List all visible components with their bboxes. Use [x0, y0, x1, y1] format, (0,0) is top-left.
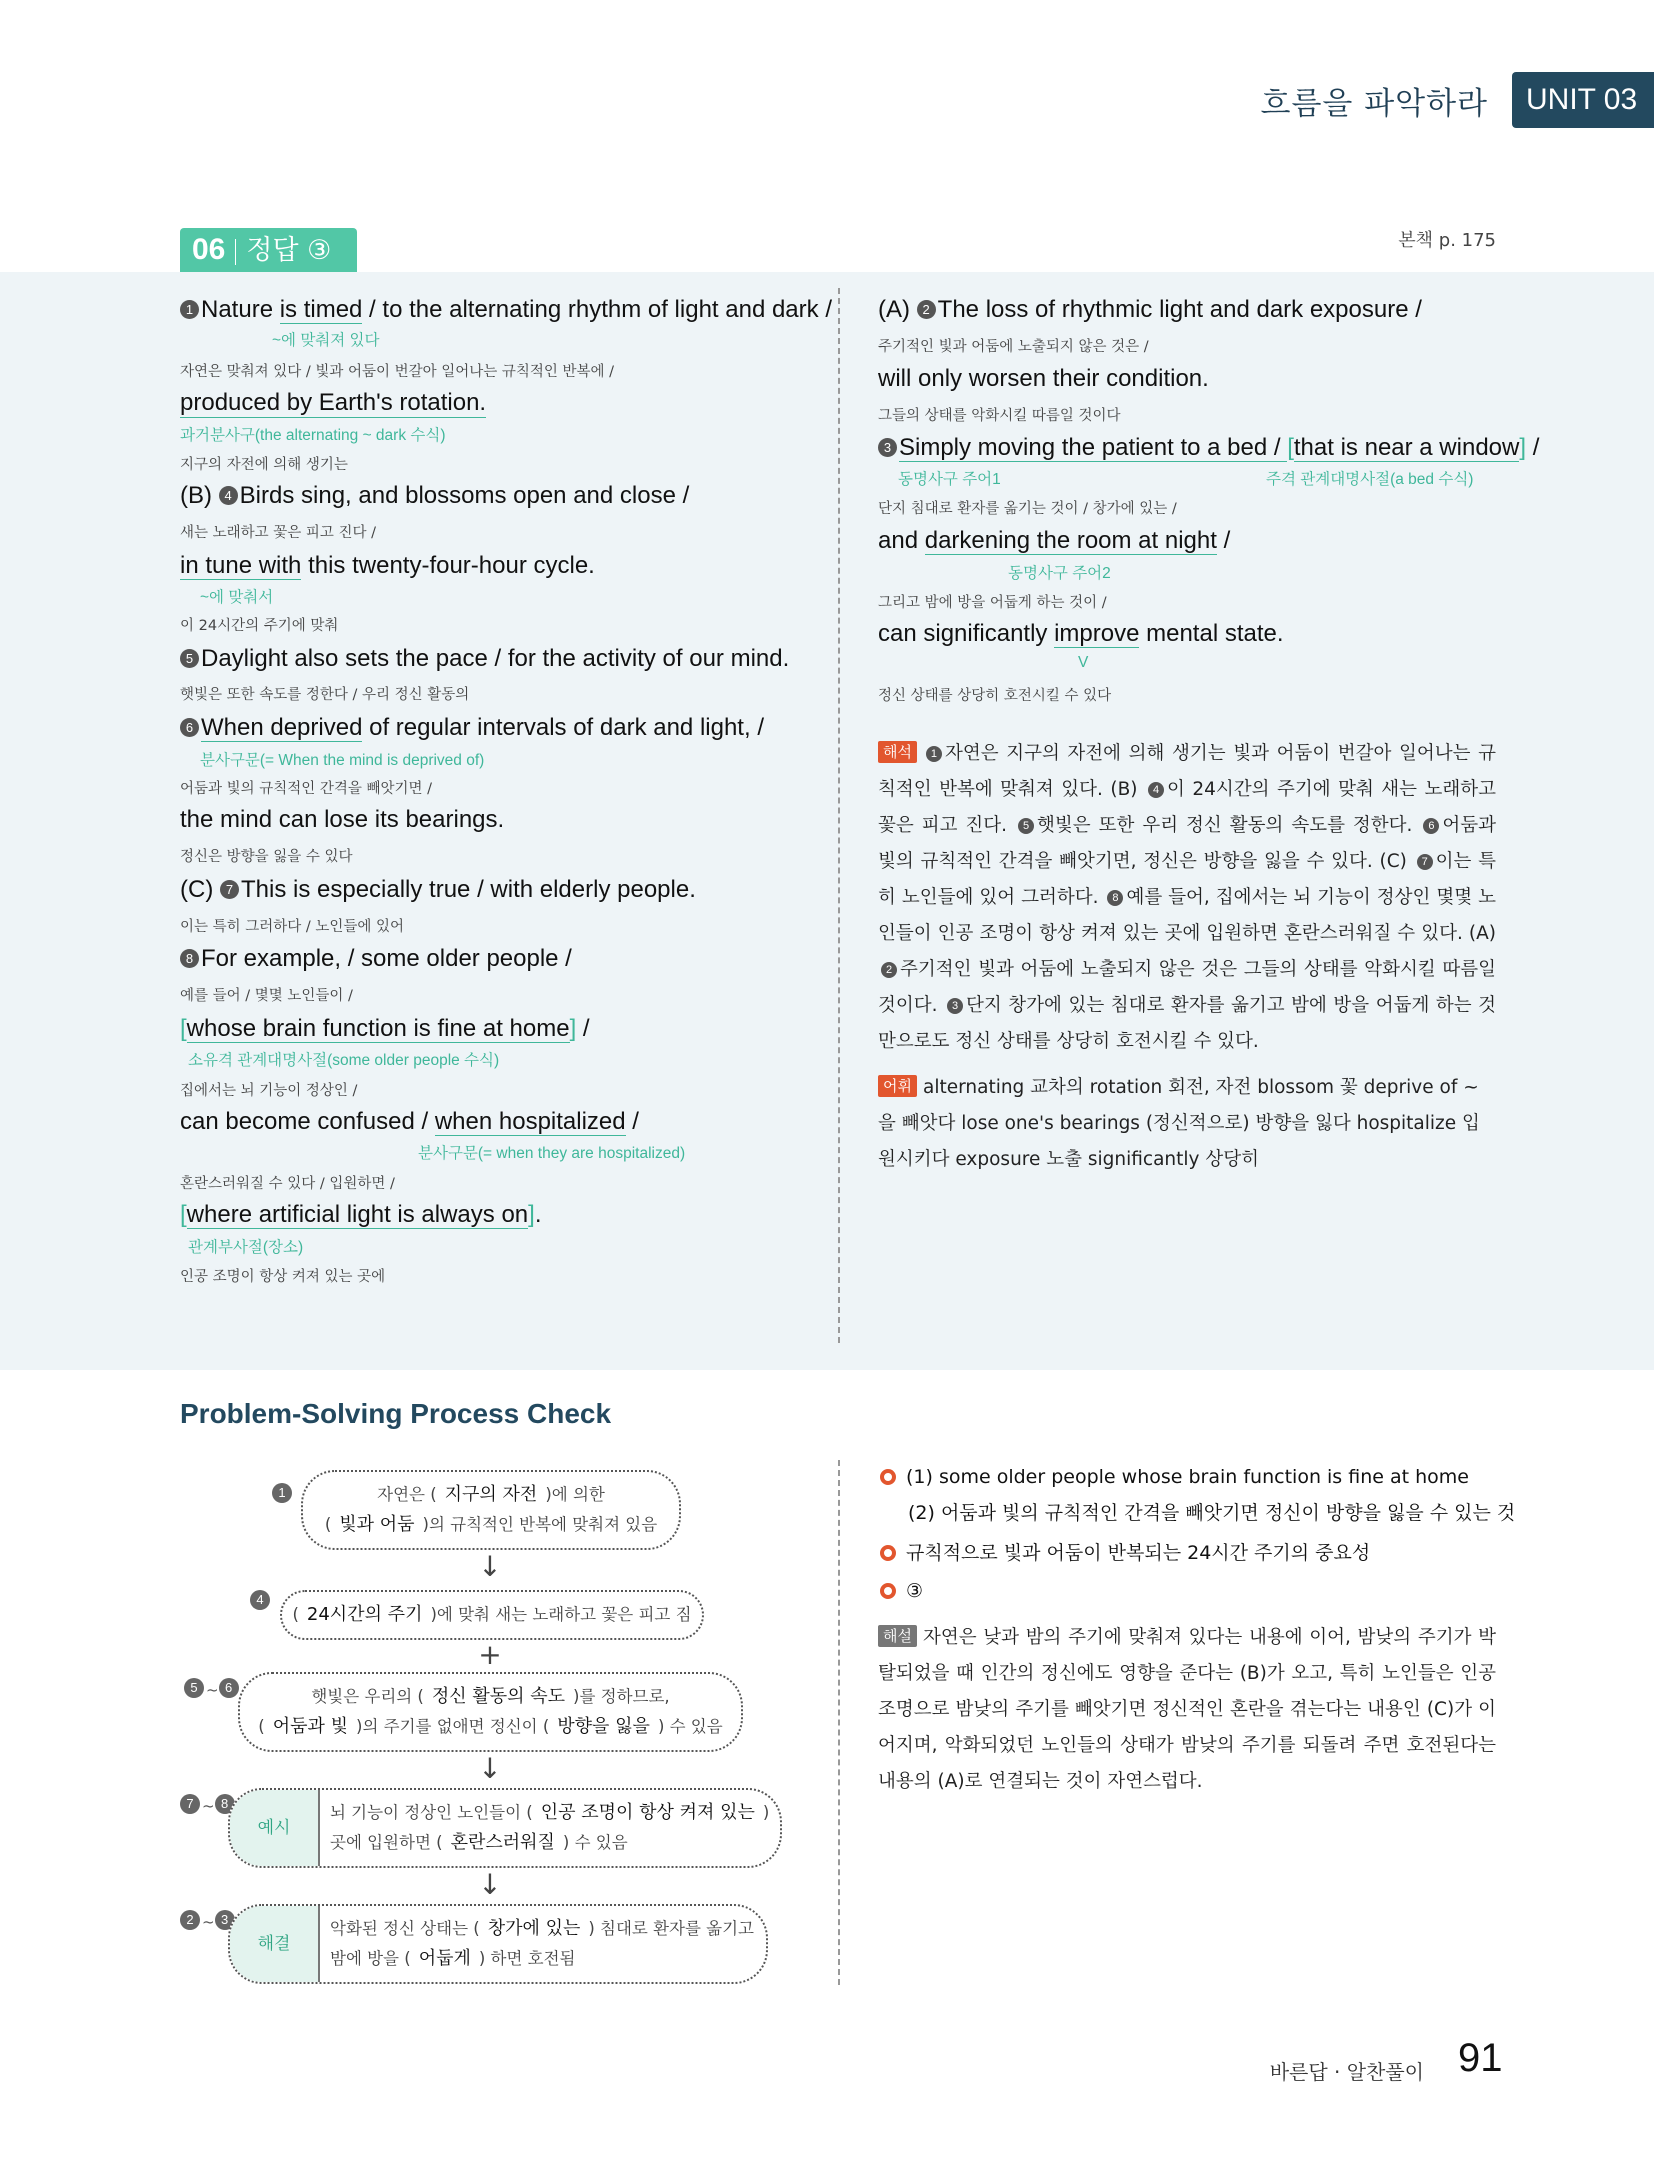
- sentence-3b: [878, 527, 1230, 555]
- text: this twenty-four-hour cycle.: [301, 552, 595, 579]
- korean-gloss: 자연은 맞춰져 있다 / 빛과 어둠이 번갈아 일어나는 규칙적인 반복에 /: [180, 364, 615, 380]
- text: 주기적인 빛과 어둠에 노출되지 않은 것은 그들의 상태를 악화시킬 따름일 것이다.: [878, 959, 1496, 1016]
- text: of regular intervals of dark and light, /: [362, 714, 764, 741]
- text: (B): [180, 482, 219, 509]
- grammar-note: 과거분사구(the alternating ~ dark 수식): [180, 427, 446, 444]
- number-circle: 6: [180, 718, 199, 737]
- korean-gloss: 예를 들어 / 몇몇 노인들이 /: [180, 988, 353, 1004]
- blank-answer: 방향을 잃을: [557, 1716, 650, 1737]
- flow-box-1: [301, 1470, 681, 1550]
- number-circle: 7: [1417, 854, 1433, 870]
- underlined-text: when hospitalized: [434, 1108, 626, 1135]
- page-reference: 본책 p. 175: [1398, 230, 1496, 251]
- flow-line: [303, 1480, 679, 1510]
- blank-answer: 지구의 자전: [444, 1484, 538, 1505]
- text: )의 규칙적인 반복에 맞춰져 있음: [422, 1515, 658, 1534]
- sentence-3c: [878, 620, 1284, 648]
- step-number: [272, 1483, 294, 1504]
- korean-gloss: 주기적인 빛과 어둠에 노출되지 않은 것은 /: [878, 339, 1149, 355]
- number-circle: 6: [1423, 818, 1439, 834]
- number-circle: 2: [180, 1910, 200, 1930]
- number-circle: 3: [947, 998, 963, 1014]
- sentence-3: [878, 434, 1539, 462]
- underlined-text: that is near a window: [1293, 434, 1520, 461]
- text: /: [625, 1108, 639, 1135]
- section-title: Problem-Solving Process Check: [180, 1398, 612, 1429]
- grammar-note: ~에 맞춰서: [200, 589, 274, 606]
- sentence-5: [180, 645, 789, 673]
- bracket: [: [180, 1201, 187, 1228]
- korean-gloss: 이는 특히 그러하다 / 노인들에 있어: [180, 919, 405, 935]
- grammar-note: 분사구문(= when they are hospitalized): [418, 1145, 686, 1162]
- text: mental state.: [1139, 620, 1284, 647]
- text: ) 하면 호전됨: [478, 1949, 576, 1968]
- text: The loss of rhythmic light and dark exposure /: [937, 296, 1422, 323]
- vocabulary-paragraph: [878, 1070, 1496, 1178]
- flow-arrow: ↓: [478, 1752, 502, 1785]
- number-circle: 7: [180, 1794, 200, 1814]
- vocabulary-tag: 어휘: [878, 1075, 917, 1097]
- translation-tag: 해석: [878, 741, 917, 763]
- underlined-text: Simply moving the patient to a bed /: [899, 434, 1288, 461]
- grammar-note: V: [1078, 654, 1089, 671]
- underlined-text: darkening the room at night: [924, 527, 1217, 554]
- explanation-paragraph: [878, 1620, 1496, 1800]
- page-number: 91: [1458, 2036, 1503, 2080]
- text: alternating 교차의 rotation 회전, 자전 blossom 꽃 deprive of ~을 빼앗다 lose one's bearings (정신적으로) 방향을 잃다 hospitalize 입원시키다 exposure 노출 significantly 상당히: [878, 1077, 1480, 1170]
- grammar-note: 소유격 관계대명사절(some older people 수식): [188, 1052, 500, 1069]
- bracket: [: [1287, 434, 1294, 461]
- sentence-6: [180, 714, 764, 742]
- flow-box-4: [228, 1788, 782, 1868]
- number-circle: 4: [250, 1590, 270, 1610]
- grammar-note: ~에 맞춰져 있다: [272, 332, 380, 349]
- text: .: [534, 1201, 542, 1228]
- blank-answer: 어둡게: [418, 1948, 471, 1969]
- answer-badge: [180, 228, 357, 272]
- text: ) 수 있음: [562, 1833, 628, 1852]
- grammar-note: 동명사구 주어1: [898, 471, 1001, 488]
- chapter-title: 흐름을 파악하라: [1260, 86, 1488, 122]
- blank-answer: 빛과 어둠: [339, 1514, 415, 1535]
- flow-line: [303, 1510, 679, 1540]
- text: 곳에 입원하면 (: [330, 1833, 443, 1852]
- text: /: [576, 1015, 590, 1042]
- text: ~: [202, 1913, 215, 1931]
- text: This is especially true / with elderly people.: [240, 876, 696, 903]
- text: 햇빛은 또한 우리 정신 활동의 속도를 정한다.: [1037, 815, 1421, 836]
- answer-3: [880, 1580, 923, 1602]
- bracket: [: [180, 1015, 187, 1042]
- text: 규칙적으로 빛과 어둠이 반복되는 24시간 주기의 중요성: [906, 1542, 1371, 1564]
- sentence-6b: the mind can lose its bearings.: [180, 806, 505, 833]
- text: can become confused /: [180, 1108, 435, 1135]
- text: 이 24시간의 주기에 맞춰 새는 노래하고 꽃은 피고 진다.: [878, 779, 1497, 836]
- flow-arrow: ↓: [478, 1868, 502, 1901]
- blank-answer: 어둠과 빛: [272, 1716, 349, 1737]
- underlined-text: in tune with: [180, 552, 302, 579]
- text: )의 주기를 없애면 정신이 (: [356, 1717, 550, 1736]
- question-number: 06: [192, 233, 226, 266]
- number-circle: 5: [180, 649, 199, 668]
- text: and: [878, 527, 925, 554]
- column-divider-top: [838, 288, 840, 1343]
- underlined-text: whose brain function is fine at home: [186, 1015, 570, 1042]
- underlined-text: improve: [1054, 620, 1140, 647]
- column-divider-bottom: [838, 1460, 840, 1985]
- text: (: [258, 1717, 265, 1736]
- text: Nature: [201, 296, 280, 323]
- flow-box-body: [330, 1798, 770, 1858]
- korean-gloss: 혼란스러워질 수 있다 / 입원하면 /: [180, 1176, 395, 1192]
- sentence-4b: [180, 552, 595, 580]
- text: 자연은 (: [377, 1485, 437, 1504]
- text: 단지 창가에 있는 침대로 환자를 옮기고 밤에 방을 어둡게 하는 것만으로도 정신 상태를 상당히 호전시킬 수 있다.: [878, 995, 1496, 1052]
- korean-gloss: 그들의 상태를 악화시킬 따름일 것이다: [878, 408, 1121, 424]
- flow-box-2: [280, 1590, 704, 1640]
- number-circle: 8: [1107, 890, 1123, 906]
- underlined-text: When deprived: [201, 714, 363, 741]
- flow-line: [330, 1828, 770, 1858]
- flow-line: [240, 1682, 741, 1712]
- blank-answer: 24시간의 주기: [306, 1604, 423, 1625]
- flow-line: [330, 1914, 756, 1944]
- number-circle: 4: [219, 486, 238, 505]
- text: )를 정하므로,: [573, 1687, 670, 1706]
- number-circle: 8: [180, 949, 199, 968]
- flow-line: [240, 1712, 741, 1742]
- text: /: [1216, 527, 1231, 554]
- korean-gloss: 정신은 방향을 잃을 수 있다: [180, 849, 353, 865]
- underlined-text: where artificial light is always on: [186, 1201, 529, 1228]
- blank-answer: 창가에 있는: [487, 1918, 581, 1939]
- number-circle: 2: [881, 962, 897, 978]
- korean-gloss: 단지 침대로 환자를 옮기는 것이 / 창가에 있는 /: [878, 501, 1177, 517]
- text: (: [324, 1515, 332, 1534]
- answer-bullet-icon: [880, 1545, 896, 1561]
- sentence-8d: [180, 1201, 542, 1229]
- text: 햇빛은 우리의 (: [311, 1687, 424, 1706]
- answer-label: 정답 ③: [246, 235, 332, 266]
- text: For example, / some older people /: [201, 945, 572, 972]
- number-circle: 4: [1148, 782, 1164, 798]
- step-number: [250, 1590, 272, 1611]
- korean-gloss: 정신 상태를 상당히 호전시킬 수 있다: [878, 688, 1112, 704]
- text: Daylight also sets the pace / for the activity of our mind.: [201, 645, 790, 672]
- text: / to the alternating rhythm of light and dark /: [362, 296, 832, 323]
- sentence-8c: [180, 1108, 639, 1136]
- number-circle: 1: [272, 1483, 292, 1503]
- bracket: ]: [569, 1015, 577, 1042]
- text: (: [292, 1605, 299, 1624]
- step-number: [184, 1678, 241, 1699]
- text: 예를 들어, 집에서는 뇌 기능이 정상인 몇몇 노인들이 인공 조명이 항상 켜져 있는 곳에 입원하면 혼란스러워질 수 있다. (A): [878, 887, 1496, 944]
- text: (A): [878, 296, 917, 323]
- text: 자연은 낮과 밤의 주기에 맞춰져 있다는 내용에 이어, 밤낮의 주기가 박탈되었을 때 인간의 정신에도 영향을 준다는 (B)가 오고, 특히 노인들은 인공 조명으로 밤낮의 주기를 빼앗기면 정신적인 혼란을 겪는다는 내용인 (C)가 이어지며, 악화되었던 노인들의 상태가 밤낮의 주기를 되돌려 주면 호전된다는 내용의 (A)로 연결되는 것이 자연스럽다.: [878, 1627, 1496, 1792]
- text: (C): [180, 876, 220, 903]
- bracket: ]: [528, 1201, 535, 1228]
- number-circle: 5: [1018, 818, 1034, 834]
- text: )에 맞춰 새는 노래하고 꽃은 피고 짐: [430, 1605, 692, 1624]
- plus-sign: +: [478, 1638, 502, 1671]
- text: can significantly: [878, 620, 1055, 647]
- korean-gloss: 이 24시간의 주기에 맞춰: [180, 618, 339, 634]
- number-circle: 5: [184, 1678, 204, 1698]
- text: ) 침대로 환자를 옮기고: [588, 1919, 754, 1938]
- grammar-note: 분사구문(= When the mind is deprived of): [200, 752, 485, 769]
- blank-answer: 인공 조명이 항상 켜져 있는: [540, 1802, 755, 1823]
- answer-1b: (2) 어둠과 빛의 규칙적인 간격을 빼앗기면 정신이 방향을 잃을 수 있는 것: [908, 1502, 1516, 1524]
- text: ~: [206, 1681, 219, 1699]
- grammar-note: 동명사구 주어2: [1008, 565, 1111, 582]
- number-circle: 7: [220, 880, 239, 899]
- number-circle: 8: [215, 1794, 235, 1814]
- text: 악화된 정신 상태는 (: [330, 1919, 480, 1938]
- explanation-tag: 해설: [878, 1625, 917, 1647]
- korean-gloss: 어둠과 빛의 규칙적인 간격을 빼앗기면 /: [180, 781, 433, 797]
- answer-1: [880, 1466, 1469, 1488]
- sentence-7: [180, 876, 696, 904]
- text: 밤에 방을 (: [330, 1949, 411, 1968]
- example-label: 예시: [230, 1790, 320, 1866]
- flow-box-3: [238, 1672, 743, 1752]
- sentence-8: [180, 945, 572, 973]
- number-circle: 3: [215, 1910, 235, 1930]
- korean-gloss: 인공 조명이 항상 켜져 있는 곳에: [180, 1269, 386, 1285]
- footer-label: 바른답 · 알찬풀이: [1269, 2060, 1424, 2084]
- text: (1) some older people whose brain function is fine at home: [906, 1466, 1469, 1488]
- sentence-1b: produced by Earth's rotation.: [180, 389, 487, 416]
- answer-bullet-icon: [880, 1469, 896, 1485]
- bracket: ]: [1519, 434, 1527, 461]
- step-number: [180, 1794, 237, 1815]
- blank-answer: 정신 활동의 속도: [431, 1686, 566, 1707]
- flow-arrow: ↓: [478, 1550, 502, 1583]
- underlined-text: is timed: [279, 296, 363, 323]
- text: Birds sing, and blossoms open and close /: [239, 482, 690, 509]
- text: ③: [906, 1580, 924, 1602]
- sentence-2: [878, 296, 1422, 324]
- flow-box-body: [330, 1914, 756, 1974]
- sentence-4: [180, 482, 689, 510]
- text: 이는 특히 노인들에 있어 그러하다.: [878, 851, 1496, 908]
- text: 어둠과 빛의 규칙적인 간격을 빼앗기면, 정신은 방향을 잃을 수 있다. (C): [878, 815, 1497, 872]
- text: ) 수 있음: [657, 1717, 723, 1736]
- text: ): [762, 1803, 770, 1822]
- unit-badge: UNIT 03: [1512, 72, 1654, 128]
- sentence-2b: will only worsen their condition.: [878, 365, 1209, 392]
- blank-answer: 혼란스러워질: [450, 1832, 555, 1853]
- korean-gloss: 그리고 밤에 방을 어둡게 하는 것이 /: [878, 595, 1107, 611]
- sentence-1: [180, 296, 832, 324]
- number-circle: 1: [926, 746, 942, 762]
- grammar-note: 관계부사절(장소): [188, 1239, 304, 1256]
- number-circle: 1: [180, 300, 199, 319]
- number-circle: 2: [917, 300, 936, 319]
- number-circle: 6: [219, 1678, 239, 1698]
- text: ~: [202, 1797, 215, 1815]
- flow-box-5: [228, 1904, 768, 1984]
- translation-paragraph: [878, 736, 1496, 1060]
- text: 뇌 기능이 정상인 노인들이 (: [330, 1803, 533, 1822]
- badge-divider: [235, 239, 236, 265]
- text: /: [1526, 434, 1540, 461]
- grammar-note: 주격 관계대명사절(a bed 수식): [1266, 471, 1474, 488]
- sentence-8b: [180, 1015, 590, 1043]
- korean-gloss: 지구의 자전에 의해 생기는: [180, 457, 348, 473]
- answer-bullet-icon: [880, 1583, 896, 1599]
- text: 자연은 지구의 자전에 의해 생기는 빛과 어둠이 번갈아 일어나는 규칙적인 반복에 맞춰져 있다. (B): [878, 743, 1496, 800]
- korean-gloss: 햇빛은 또한 속도를 정한다 / 우리 정신 활동의: [180, 687, 470, 703]
- text: )에 의한: [545, 1485, 605, 1504]
- answer-2: [880, 1538, 1370, 1565]
- flow-line: [330, 1798, 770, 1828]
- korean-gloss: 집에서는 뇌 기능이 정상인 /: [180, 1083, 358, 1099]
- solution-label: 해결: [230, 1906, 320, 1982]
- step-number: [180, 1910, 237, 1931]
- korean-gloss: 새는 노래하고 꽃은 피고 진다 /: [180, 525, 377, 541]
- flow-line: [330, 1944, 756, 1974]
- number-circle: 3: [878, 438, 897, 457]
